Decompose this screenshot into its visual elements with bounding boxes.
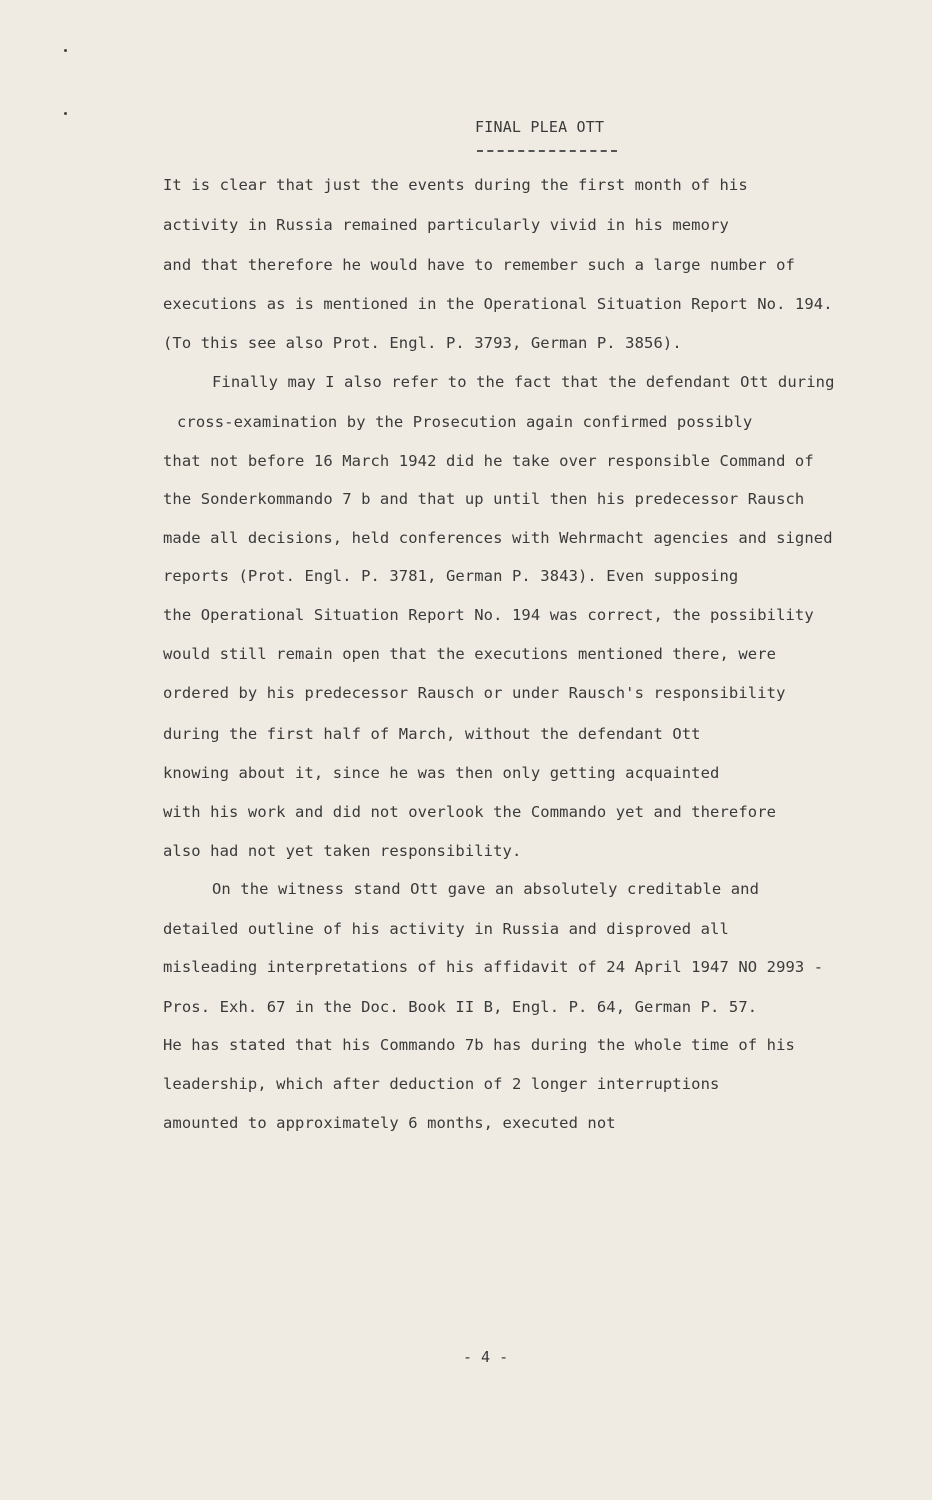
page-number: - 4 - xyxy=(463,1348,509,1366)
text-line: It is clear that just the events during the first month of his xyxy=(163,176,748,194)
text-line: amounted to approximately 6 months, executed not xyxy=(163,1114,616,1132)
text-line: with his work and did not overlook the Commando yet and therefore xyxy=(163,803,777,821)
text-line: (To this see also Prot. Engl. P. 3793, German P. 3856). xyxy=(163,334,682,352)
text-line: the Sonderkommando 7 b and that up until then his predecessor Rausch xyxy=(163,490,805,508)
text-line: during the first half of March, without the defendant Ott xyxy=(163,725,701,743)
text-line: On the witness stand Ott gave an absolutely creditable and xyxy=(212,880,760,898)
margin-dot xyxy=(64,112,67,115)
text-line: leadership, which after deduction of 2 longer interruptions xyxy=(163,1075,720,1093)
text-line: reports (Prot. Engl. P. 3781, German P. 3843). Even supposing xyxy=(163,567,739,585)
text-line: misleading interpretations of his affidavit of 24 April 1947 NO 2993 - xyxy=(163,958,824,976)
text-line: and that therefore he would have to remember such a large number of xyxy=(163,256,795,274)
text-line: that not before 16 March 1942 did he take over responsible Command of xyxy=(163,452,814,470)
text-line: made all decisions, held conferences with Wehrmacht agencies and signed xyxy=(163,529,833,547)
text-line: executions as is mentioned in the Operational Situation Report No. 194. xyxy=(163,295,833,313)
text-line: activity in Russia remained particularly vivid in his memory xyxy=(163,216,729,234)
text-line: cross-examination by the Prosecution again confirmed possibly xyxy=(177,413,753,431)
text-line: also had not yet taken responsibility. xyxy=(163,842,522,860)
text-line: would still remain open that the executions mentioned there, were xyxy=(163,645,777,663)
title-underline xyxy=(477,150,617,152)
text-line: Pros. Exh. 67 in the Doc. Book II B, Engl. P. 64, German P. 57. xyxy=(163,998,758,1016)
text-line: He has stated that his Commando 7b has during the whole time of his xyxy=(163,1036,795,1054)
text-line: ordered by his predecessor Rausch or under Rausch's responsibility xyxy=(163,684,786,702)
text-line: detailed outline of his activity in Russia and disproved all xyxy=(163,920,729,938)
text-line: knowing about it, since he was then only getting acquainted xyxy=(163,764,720,782)
text-line: the Operational Situation Report No. 194 was correct, the possibility xyxy=(163,606,814,624)
margin-dot xyxy=(64,49,67,52)
document-title: FINAL PLEA OTT xyxy=(475,118,605,136)
text-line: Finally may I also refer to the fact that the defendant Ott during xyxy=(212,373,835,391)
